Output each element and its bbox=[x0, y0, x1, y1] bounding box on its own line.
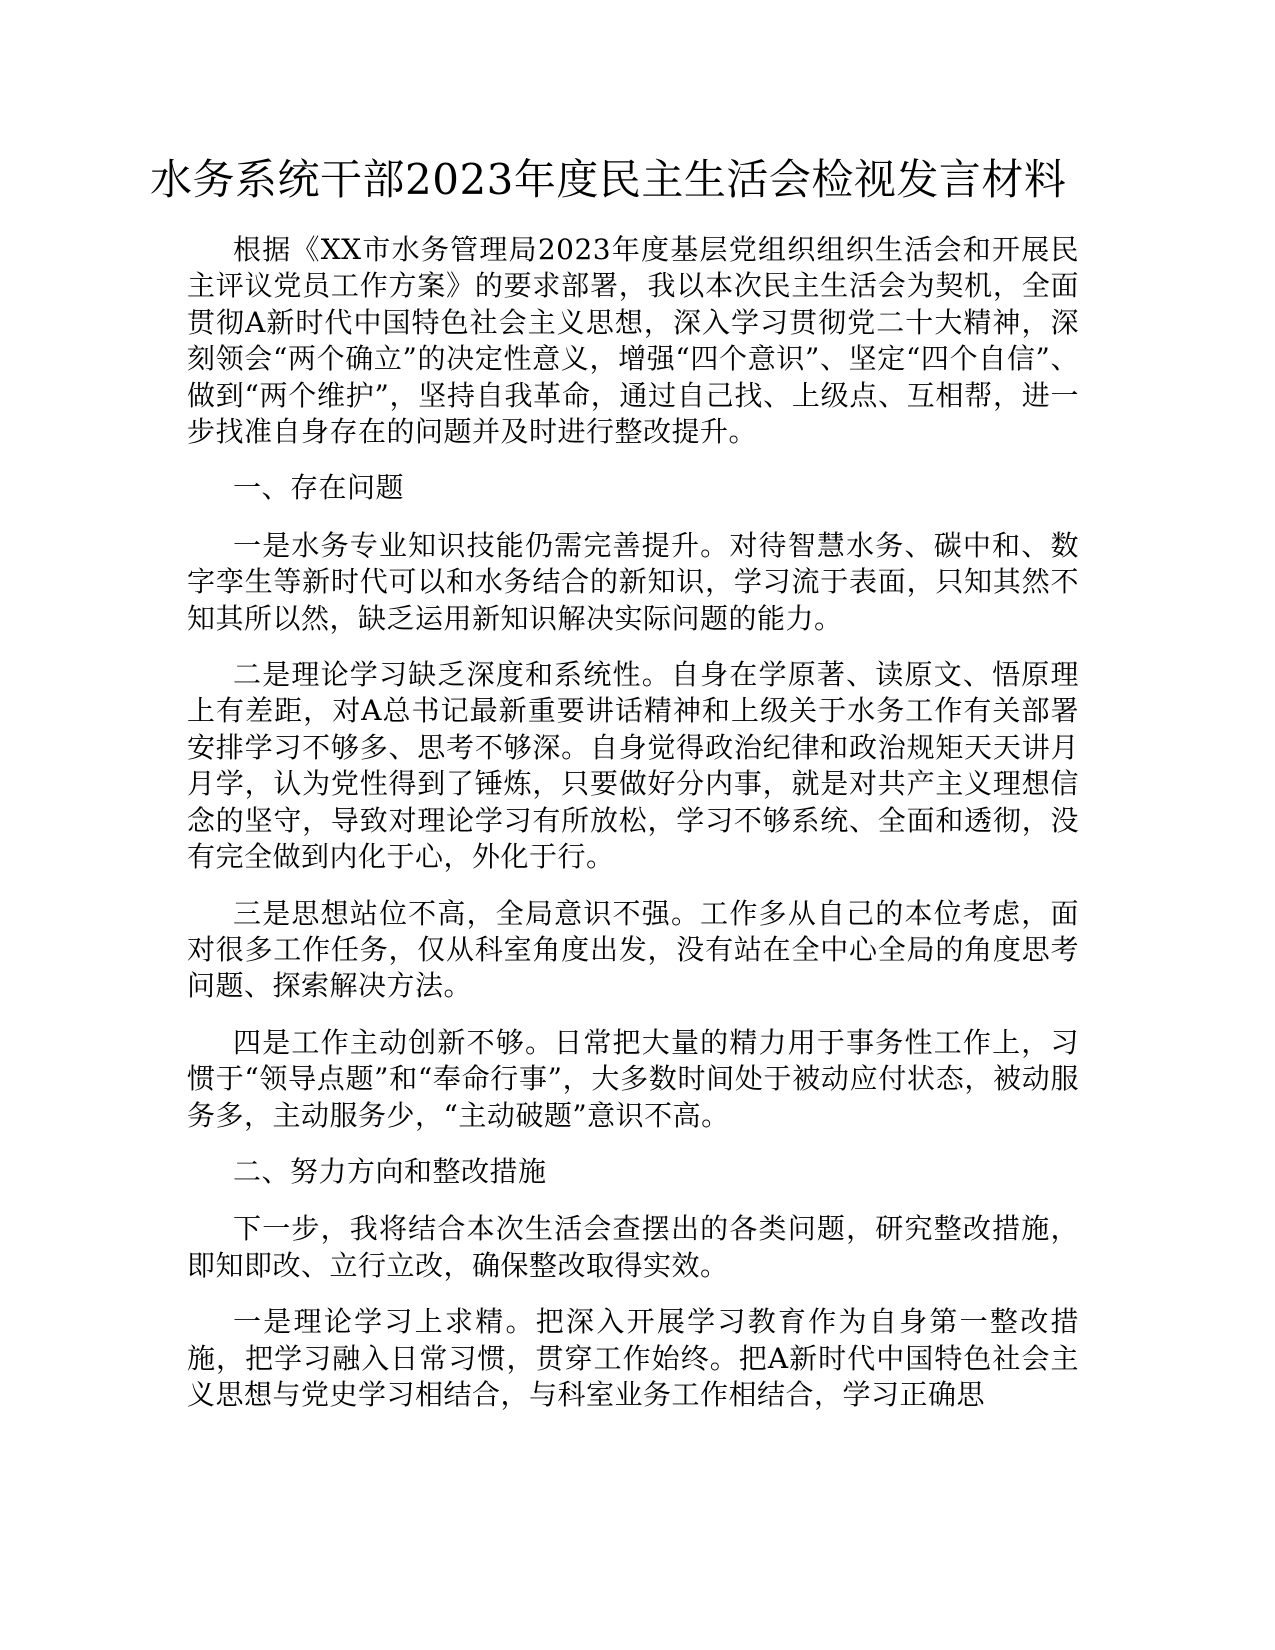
document-title: 水务系统干部2023年度民主生活会检视发言材料 bbox=[150, 155, 1067, 204]
intro-paragraph: 根据《XX市水务管理局2023年度基层党组织组织生活会和开展民主评议党员工作方案》的要求部署，我以本次民主生活会为契机，全面贯彻A新时代中国特色社会主义思想，深入学习贯彻党二十大精神，深刻领会“两个确立”的决定性意义，增强“四个意识”、坚定“四个自信”、做到“两个维护”，坚持自我革命，通过自己找、上级点、互相帮，进一步找准自身存在的问题并及时进行整改提升。 bbox=[187, 233, 1079, 449]
section-heading-measures: 二、努力方向和整改措施 bbox=[233, 1154, 547, 1188]
problem-paragraph-4: 四是工作主动创新不够。日常把大量的精力用于事务性工作上，习惯于“领导点题”和“奉命行事”，大多数时间处于被动应付状态，被动服务多，主动服务少，“主动破题”意识不高。 bbox=[187, 1025, 1079, 1132]
section-heading-problems: 一、存在问题 bbox=[233, 471, 405, 505]
measures-intro-paragraph: 下一步，我将结合本次生活会查摆出的各类问题，研究整改措施，即知即改、立行立改，确保整改取得实效。 bbox=[187, 1212, 1079, 1282]
problem-paragraph-2: 二是理论学习缺乏深度和系统性。自身在学原著、读原文、悟原理上有差距，对A总书记最新重要讲话精神和上级关于水务工作有关部署安排学习不够多、思考不够深。自身觉得政治纪律和政治规矩天天讲月月学，认为党性得到了锤炼，只要做好分内事，就是对共产主义理想信念的坚守，导致对理论学习有所放松，学习不够系统、全面和透彻，没有完全做到内化于心，外化于行。 bbox=[187, 658, 1079, 874]
measure-paragraph-1: 一是理论学习上求精。把深入开展学习教育作为自身第一整改措施，把学习融入日常习惯，贯穿工作始终。把A新时代中国特色社会主义思想与党史学习相结合，与科室业务工作相结合，学习正确思 bbox=[187, 1305, 1079, 1411]
problem-paragraph-1: 一是水务专业知识技能仍需完善提升。对待智慧水务、碳中和、数字孪生等新时代可以和水务结合的新知识，学习流于表面，只知其然不知其所以然，缺乏运用新知识解决实际问题的能力。 bbox=[187, 528, 1079, 635]
document-body bbox=[187, 232, 1079, 1433]
problem-paragraph-3: 三是思想站位不高，全局意识不强。工作多从自己的本位考虑，面对很多工作任务，仅从科室角度出发，没有站在全中心全局的角度思考问题、探索解决方法。 bbox=[187, 896, 1079, 1003]
